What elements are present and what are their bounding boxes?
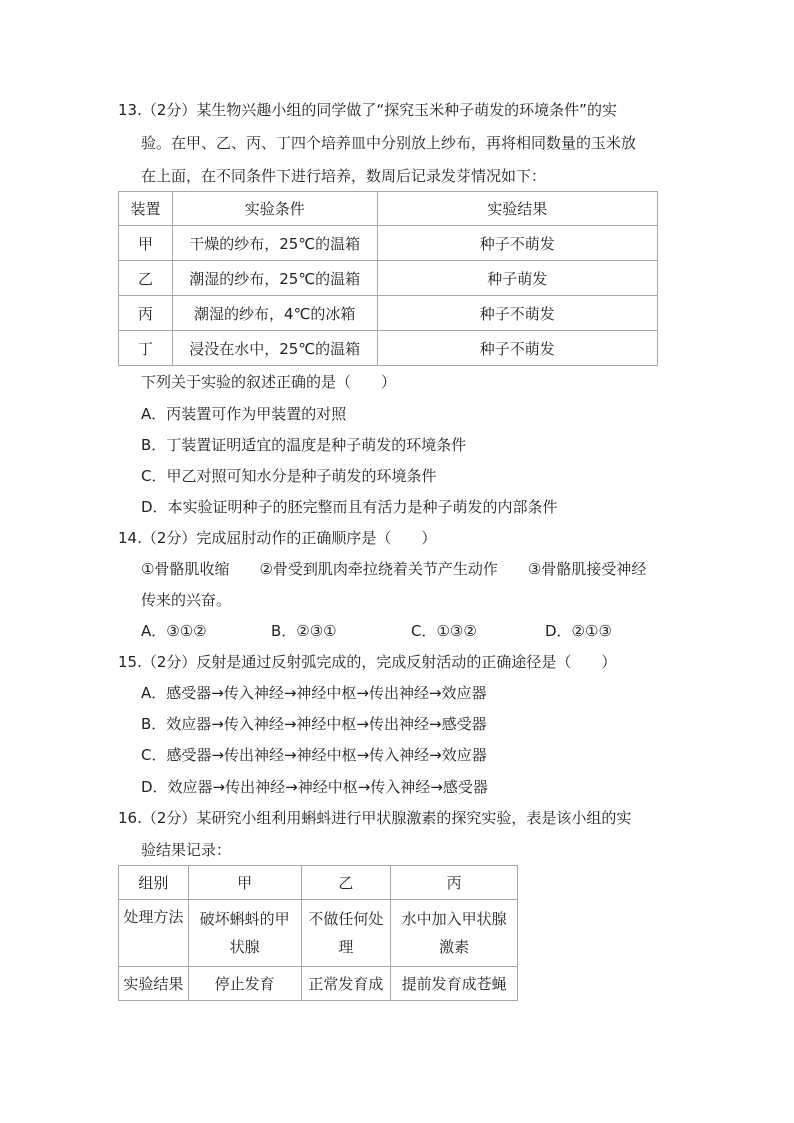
q16-cell-method-jia-line-2: 状腺 — [229, 938, 260, 956]
q13-cell-result: 种子萌发 — [377, 261, 657, 296]
q13-cell-device: 甲 — [119, 226, 173, 261]
q13-stem-line-1: 13.（2分）某生物兴趣小组的同学做了“探究玉米种子萌发的环境条件”的实 — [118, 101, 617, 119]
q13-option-d: D．本实验证明种子的胚完整而且有活力是种子萌发的内部条件 — [141, 498, 558, 516]
q13-cell-condition: 浸没在水中，25℃的温箱 — [172, 331, 377, 366]
q13-stem-line-2: 验。在甲、乙、丙、丁四个培养皿中分别放上纱布，再将相同数量的玉米放 — [141, 134, 637, 152]
q15-option-a: A．感受器→传入神经→神经中枢→传出神经→效应器 — [141, 684, 487, 702]
q16-cell-method-jia — [188, 900, 301, 967]
q16-cell-method-bing-line-1: 水中加入甲状腺 — [401, 910, 507, 928]
q13-header-condition: 实验条件 — [172, 192, 377, 226]
q13-cell-condition: 潮湿的纱布，25℃的温箱 — [172, 261, 377, 296]
q16-header-jia: 甲 — [188, 866, 301, 900]
q13-cell-device: 乙 — [119, 261, 173, 296]
q16-cell-method-yi — [301, 900, 391, 967]
q15-stem: 15.（2分）反射是通过反射弧完成的，完成反射活动的正确途径是（ ） — [118, 653, 617, 671]
q14-option-a: A．③①② — [141, 622, 207, 640]
q16-cell-method-label: 处理方法 — [119, 900, 189, 967]
q14-option-c: C．①③② — [411, 622, 477, 640]
q16-stem-line-1: 16.（2分）某研究小组利用蝌蚪进行甲状腺激素的探究实验，表是该小组的实 — [118, 809, 632, 827]
q16-cell-result-jia: 停止发育 — [188, 967, 301, 1001]
q16-cell-method-jia-line-1: 破坏蝌蚪的甲 — [199, 910, 290, 928]
q13-cell-device: 丙 — [119, 296, 173, 331]
q13-header-result: 实验结果 — [377, 192, 657, 226]
table-row — [119, 331, 658, 366]
q14-option-d: D．②①③ — [545, 622, 612, 640]
q16-cell-result-yi: 正常发育成 — [301, 967, 391, 1001]
q16-cell-method-yi-line-1: 不做任何处 — [308, 910, 384, 928]
q13-option-c: C．甲乙对照可知水分是种子萌发的环境条件 — [141, 467, 437, 485]
q15-option-c: C．感受器→传出神经→神经中枢→传入神经→效应器 — [141, 746, 487, 764]
table-row — [119, 296, 658, 331]
q13-cell-condition: 潮湿的纱布，4℃的冰箱 — [172, 296, 377, 331]
table-row — [119, 900, 518, 967]
q13-cell-result: 种子不萌发 — [377, 226, 657, 261]
q14-option-b: B．②③① — [271, 622, 337, 640]
q14-stem: 14.（2分）完成屈肘动作的正确顺序是（ ） — [118, 529, 437, 547]
q13-table-header — [119, 192, 658, 226]
q13-table — [118, 191, 658, 366]
q13-cell-result: 种子不萌发 — [377, 296, 657, 331]
table-row — [119, 967, 518, 1001]
q16-header-bing: 丙 — [391, 866, 518, 900]
q16-cell-result-bing: 提前发育成苍蝇 — [391, 967, 518, 1001]
q13-option-a: A．丙装置可作为甲装置的对照 — [141, 405, 347, 423]
table-row — [119, 261, 658, 296]
q15-option-d: D．效应器→传出神经→神经中枢→传入神经→感受器 — [141, 778, 488, 796]
q13-cell-condition: 干燥的纱布，25℃的温箱 — [172, 226, 377, 261]
q16-cell-method-bing-line-2: 激素 — [439, 938, 470, 956]
q16-cell-method-yi-line-2: 理 — [338, 938, 354, 956]
q13-cell-device: 丁 — [119, 331, 173, 366]
q13-header-device: 装置 — [119, 192, 173, 226]
q14-items-line-2: 传来的兴奋。 — [141, 591, 232, 609]
q16-table — [118, 865, 518, 1001]
table-row — [119, 226, 658, 261]
q16-header-yi: 乙 — [301, 866, 391, 900]
q13-option-b: B．丁装置证明适宜的温度是种子萌发的环境条件 — [141, 436, 467, 454]
q16-cell-method-bing — [391, 900, 518, 967]
q16-cell-result-label: 实验结果 — [119, 967, 189, 1001]
q13-cell-result: 种子不萌发 — [377, 331, 657, 366]
q16-table-header — [119, 866, 518, 900]
q14-items-line-1: ①骨骼肌收缩 ②骨受到肌肉牵拉绕着关节产生动作 ③骨骼肌接受神经 — [141, 560, 647, 578]
q13-prompt: 下列关于实验的叙述正确的是（ ） — [141, 373, 397, 391]
q13-stem-line-3: 在上面，在不同条件下进行培养，数周后记录发芽情况如下： — [141, 167, 547, 185]
q16-header-group: 组别 — [119, 866, 189, 900]
q15-option-b: B．效应器→传入神经→神经中枢→传出神经→感受器 — [141, 715, 487, 733]
q16-stem-line-2: 验结果记录： — [141, 841, 232, 859]
